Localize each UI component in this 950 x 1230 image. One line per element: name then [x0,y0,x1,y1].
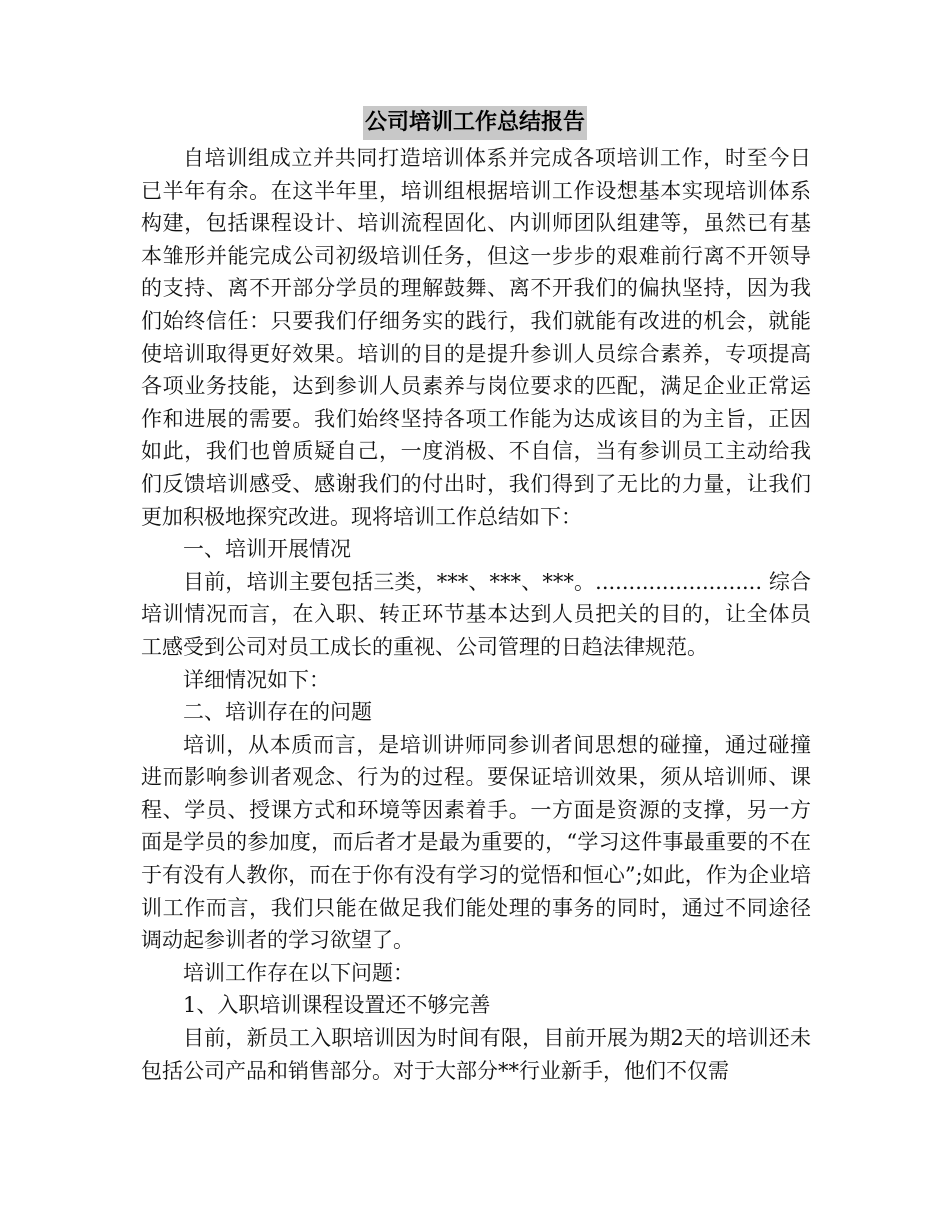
paragraph-training-status: 目前，培训主要包括三类，***、***、***。......................... 综合培训情况而言，在入职、转正环节基本达到人员把关的目的，让全体员工感受到公司对员工成长的重视、公司管理的日趋法律规范。 [141,569,811,659]
title-container [0,106,950,140]
subheading-onboarding-course: 1、入职培训课程设置还不够完善 [183,993,491,1018]
paragraph-onboarding: 目前，新员工入职培训因为时间有限，目前开展为期2天的培训还未包括公司产品和销售部分。对于大部分**行业新手，他们不仅需 [141,1026,811,1083]
document-body [141,142,811,1087]
document-title: 公司培训工作总结报告 [363,106,587,140]
paragraph-intro: 自培训组成立并共同打造培训体系并完成各项培训工作，时至今日已半年有余。在这半年里，培训组根据培训工作设想基本实现培训体系构建，包括课程设计、培训流程固化、内训师团队组建等，虽然已有基本雏形并能完成公司初级培训任务，但这一步步的艰难前行离不开领导的支持、离不开部分学员的理解鼓舞、离不开我们的偏执坚持，因为我们始终信任：只要我们仔细务实的践行，我们就能有改进的机会，就能使培训取得更好效果。培训的目的是提升参训人员综合素养，专项提高各项业务技能，达到参训人员素养与岗位要求的匹配，满足企业正常运作和进展的需要。我们始终坚持各项工作能为达成该目的为主旨，正因如此，我们也曾质疑自己，一度消极、不自信，当有参训员工主动给我们反馈培训感受、感谢我们的付出时，我们得到了无比的力量，让我们更加积极地探究改进。现将培训工作总结如下： [141,146,811,529]
paragraph-training-problems: 培训，从本质而言，是培训讲师同参训者间思想的碰撞，通过碰撞进而影响参训者观念、行为的过程。要保证培训效果，须从培训师、课程、学员、授课方式和环境等因素着手。一方面是资源的支撑，另一方面是学员的参加度，而后者才是最为重要的，“学习这件事最重要的不在于有没有人教你，而在于你有没有学习的觉悟和恒心”;如此，作为企业培训工作而言，我们只能在做足我们能处理的事务的同时，通过不同途径调动起参训者的学习欲望了。 [141,732,811,953]
paragraph-problems-label: 培训工作存在以下问题： [183,960,414,985]
section-heading-2: 二、培训存在的问题 [183,700,372,725]
section-heading-1: 一、培训开展情况 [183,537,351,562]
paragraph-details-label: 详细情况如下： [183,667,330,692]
